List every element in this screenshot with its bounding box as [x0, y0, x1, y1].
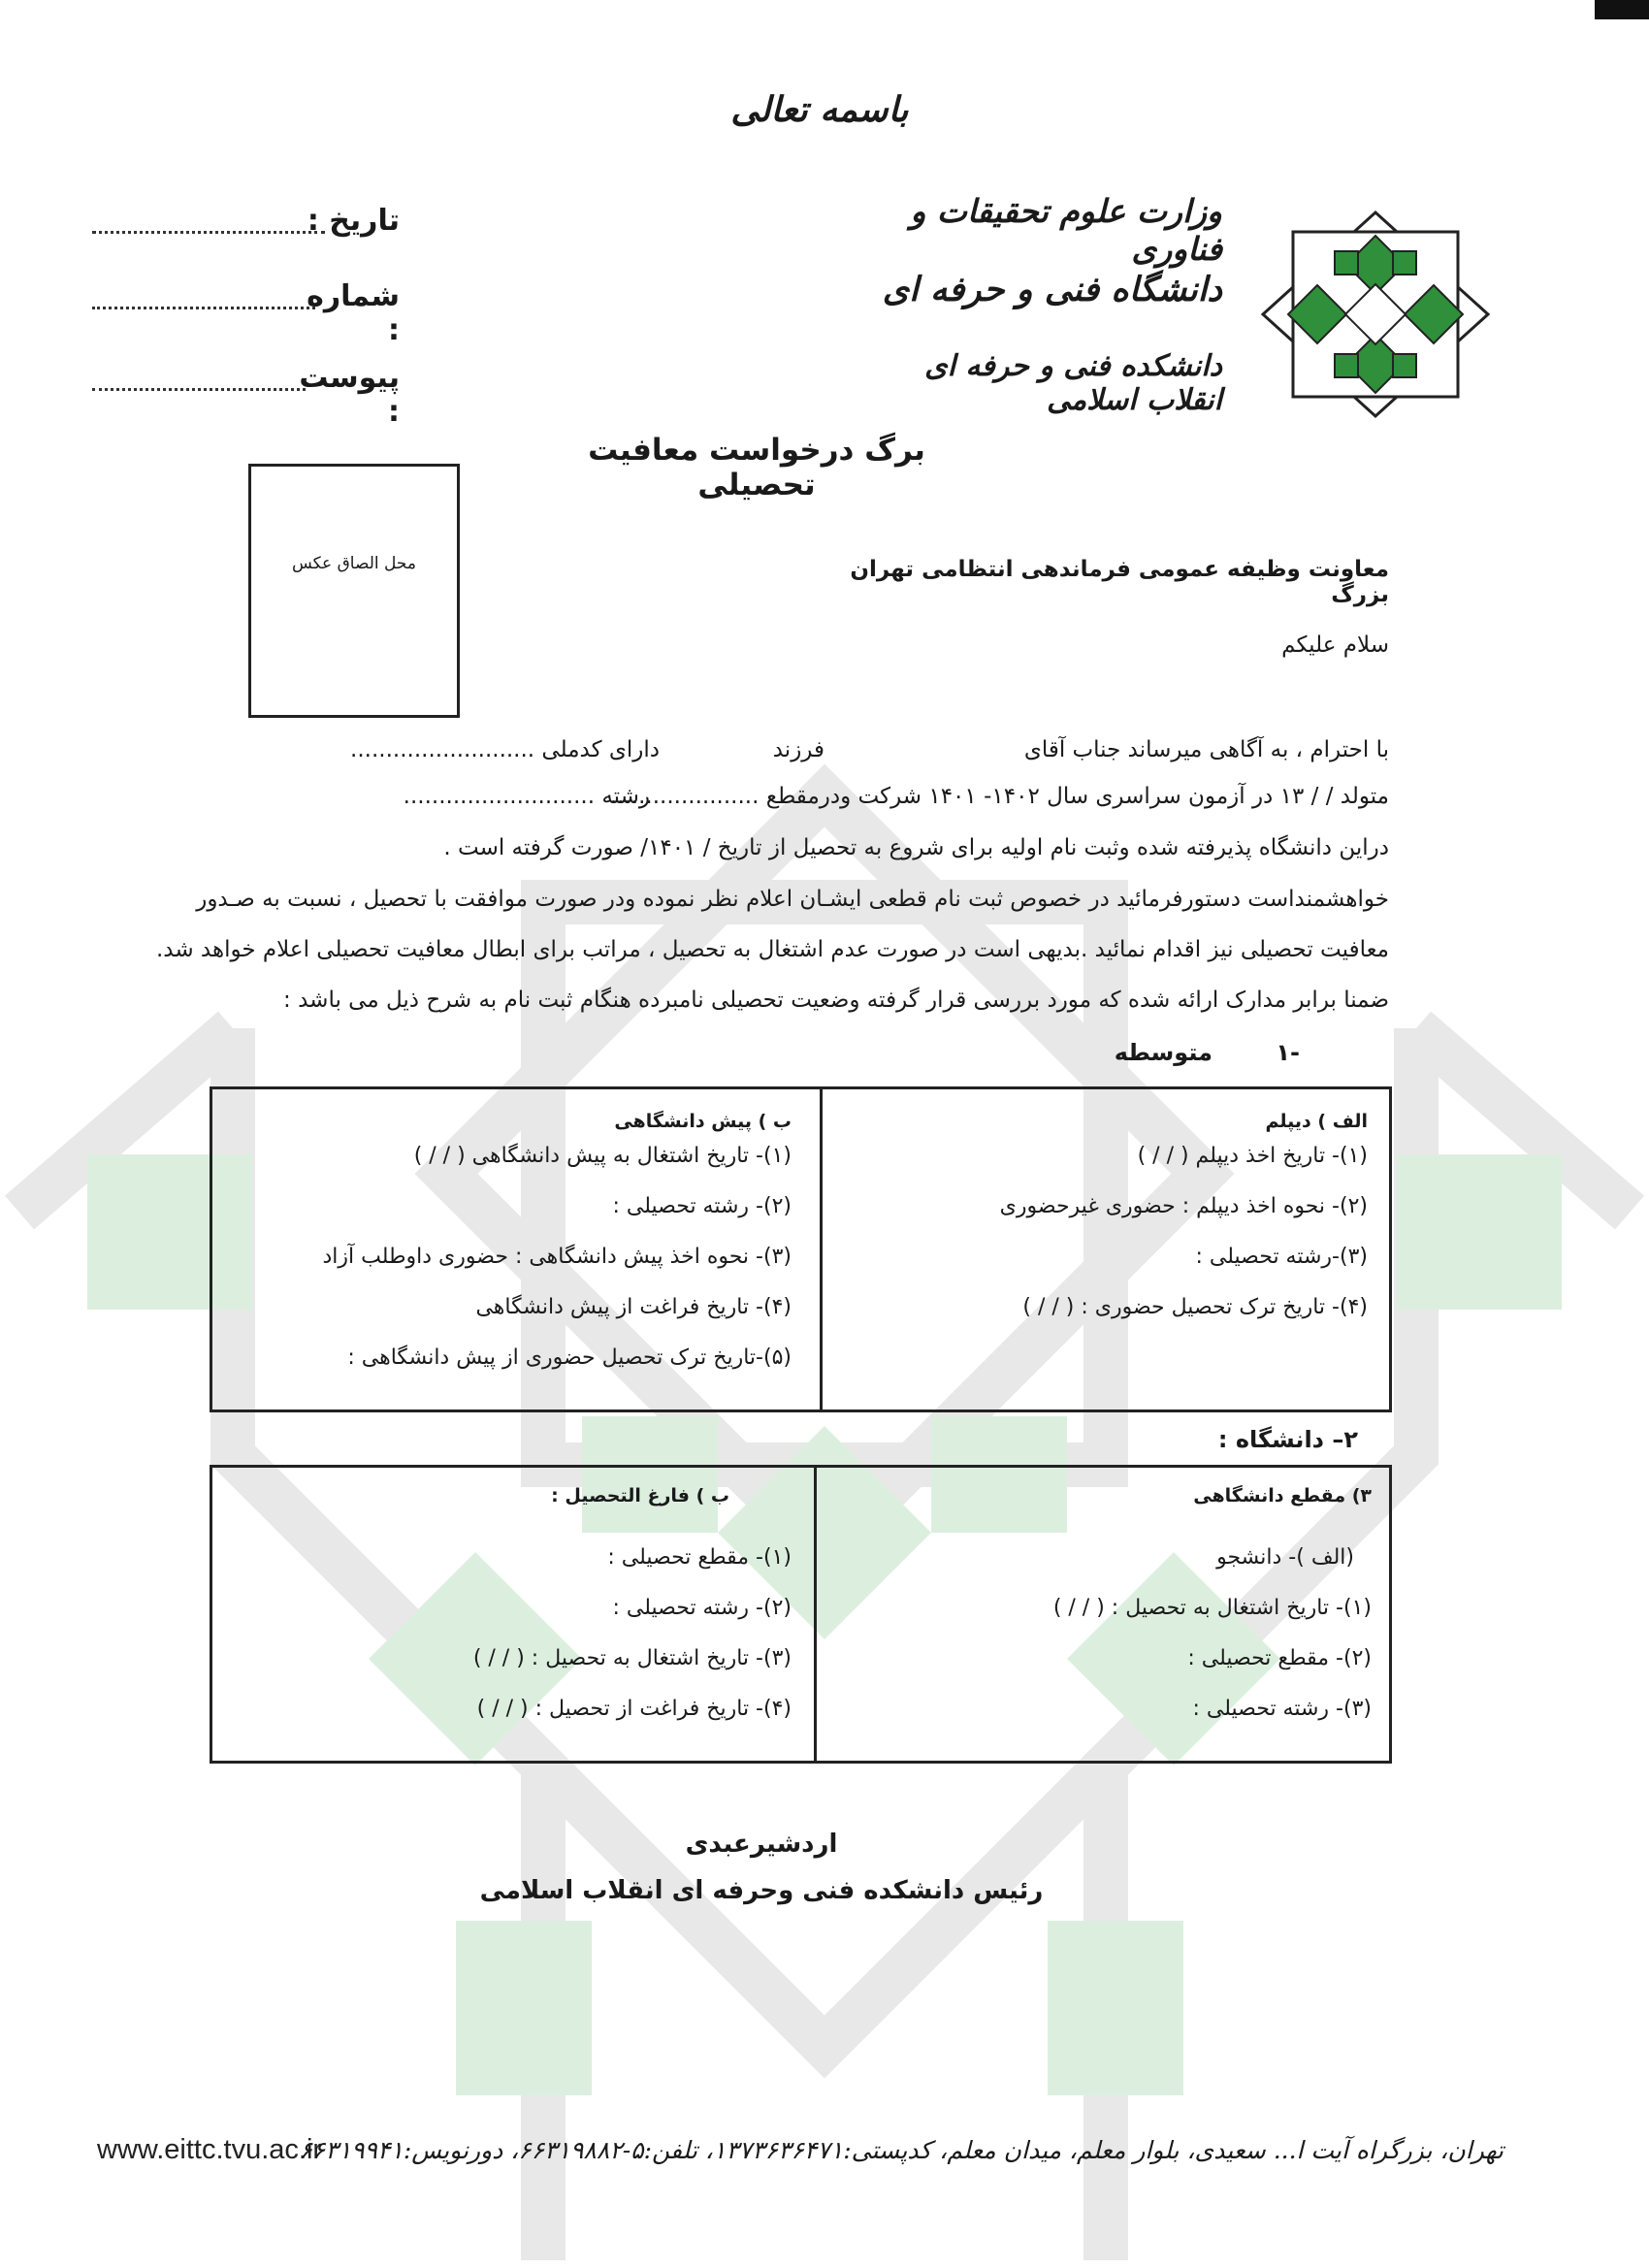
section1-divider	[820, 1089, 823, 1409]
preuni-item-5: (۵)-تاریخ ترک تحصیل حضوری از پیش دانشگاهی :	[347, 1345, 792, 1370]
preuni-item-1: (۱)- تاریخ اشتغال به پیش دانشگاهی ( / / )	[413, 1144, 792, 1168]
preuni-item-4: (۴)- تاریخ فراغت از پیش دانشگاهی	[475, 1295, 792, 1319]
number-field[interactable]	[92, 307, 315, 309]
section1-table	[210, 1086, 1392, 1412]
body-line-2b: رشته ...........................	[403, 784, 650, 809]
date-field[interactable]	[92, 231, 325, 234]
footer-website-link[interactable]: www.eittc.tvu.ac.ir	[97, 2134, 323, 2165]
section2-divider	[814, 1468, 817, 1761]
preuni-title: ب ) پیش دانشگاهی	[614, 1111, 792, 1132]
form-title: برگ درخواست معافیت تحصیلی	[588, 433, 925, 502]
diploma-item-4: (۴)- تاریخ ترک تحصیل حضوری : ( / / )	[1022, 1295, 1368, 1319]
section2-title: ۲– دانشگاه :	[1217, 1426, 1358, 1453]
diploma-title: الف ) دیپلم	[1265, 1111, 1368, 1132]
graduate-item-2: (۲)- رشته تحصیلی :	[612, 1596, 792, 1620]
number-label: شماره :	[307, 279, 400, 347]
graduate-title: ب ) فارغ التحصیل :	[551, 1485, 729, 1507]
graduate-item-4: (۴)- تاریخ فراغت از تحصیل : ( / / )	[476, 1697, 792, 1721]
preuni-item-2: (۲)- رشته تحصیلی :	[612, 1194, 792, 1218]
body-line-4: خواهشمنداست دستورفرمائید در خصوص ثبت نام قطعی ایشـان اعلام نظر نموده ودر صورت موافقت با تحصیل ، نسبت به صـدور	[196, 887, 1389, 912]
section2-table	[210, 1465, 1392, 1764]
university-logo-icon	[1259, 209, 1492, 420]
student-item-1: (۱)- تاریخ اشتغال به تحصیل : ( / / )	[1052, 1596, 1372, 1620]
university-name: دانشگاه فنی و حرفه ای	[882, 270, 1222, 309]
graduate-item-3: (۳)- تاریخ اشتغال به تحصیل : ( / / )	[472, 1646, 792, 1670]
body-line-1b: فرزند	[772, 737, 824, 762]
student-item-2: (۲)- مقطع تحصیلی :	[1187, 1646, 1372, 1670]
attachment-field[interactable]	[92, 388, 306, 391]
student-subtitle: (الف )- دانشجو	[1216, 1545, 1354, 1570]
graduate-item-1: (۱)- مقطع تحصیلی :	[607, 1545, 792, 1570]
section1-number: ۱-	[1276, 1039, 1300, 1066]
student-item-3: (۳)- رشته تحصیلی :	[1192, 1697, 1372, 1721]
college-name: دانشکده فنی و حرفه ای انقلاب اسلامی	[924, 349, 1222, 417]
date-label: تاریخ :	[307, 204, 400, 238]
section1-title-text: متوسطه	[1114, 1039, 1212, 1066]
diploma-item-1: (۱)- تاریخ اخذ دیپلم ( / / )	[1137, 1144, 1368, 1168]
diploma-item-2: (۲)- نحوه اخذ دیپلم : حضوری غیرحضوری	[999, 1194, 1368, 1218]
preuni-item-3: (۳)- نحوه اخذ پیش دانشگاهی : حضوری داوطلب آزاد	[322, 1245, 792, 1269]
body-line-3: دراین دانشگاه پذیرفته شده وثبت نام اولیه برای شروع به تحصیل از تاریخ / ۱۴۰۱/ صورت گرفته است .	[443, 835, 1389, 860]
body-line-1a: با احترام ، به آگاهی میرساند جناب آقای	[1023, 737, 1389, 762]
body-line-2a: متولد / / ۱۳ در آزمون سراسری سال ۱۴۰۲- ۱۴۰۱ شرکت ودرمقطع .....................	[609, 784, 1389, 809]
signatory-name: اردشیرعبدی	[685, 1830, 838, 1859]
footer-address: تهران، بزرگراه آیت ا... سعیدی، بلوار معلم، میدان معلم، کدپستی:۱۳۷۳۶۳۶۴۷۱، تلفن:۵-۶۶۳۱۹۸۸۲، دورنویس:۶۶۳۱۹۹۴۱	[299, 2136, 1504, 2164]
attachment-label: پیوست :	[299, 361, 400, 429]
body-line-5: معافیت تحصیلی نیز اقدام نمائید .بدیهی است در صورت عدم اشتغال به تحصیل ، مراتب برای ابطال معافیت تحصیلی اعلام خواهد شد.	[155, 937, 1389, 962]
ministry-name: وزارت علوم تحقیقات و فناوری	[910, 192, 1222, 268]
invocation-text: باسمه تعالی	[730, 89, 909, 130]
signatory-role: رئیس دانشکده فنی وحرفه ای انقلاب اسلامی	[479, 1876, 1044, 1905]
photo-box[interactable]	[248, 464, 460, 718]
diploma-item-3: (۳)-رشته تحصیلی :	[1195, 1245, 1368, 1269]
body-line-1c: دارای کدملی ..........................	[350, 737, 660, 762]
greeting-text: سلام علیکم	[1281, 632, 1389, 658]
photo-box-label: محل الصاق عکس	[292, 554, 416, 573]
body-line-6: ضمنا برابر مدارک ارائه شده که مورد بررسی قرار گرفته وضعیت تحصیلی نامبرده هنگام ثبت نام به شرح ذیل می باشد :	[283, 988, 1389, 1013]
addressee-line: معاونت وظیفه عمومی فرماندهی انتظامی تهران بزرگ	[850, 557, 1389, 607]
student-title: ۳) مقطع دانشگاهی	[1193, 1485, 1372, 1507]
